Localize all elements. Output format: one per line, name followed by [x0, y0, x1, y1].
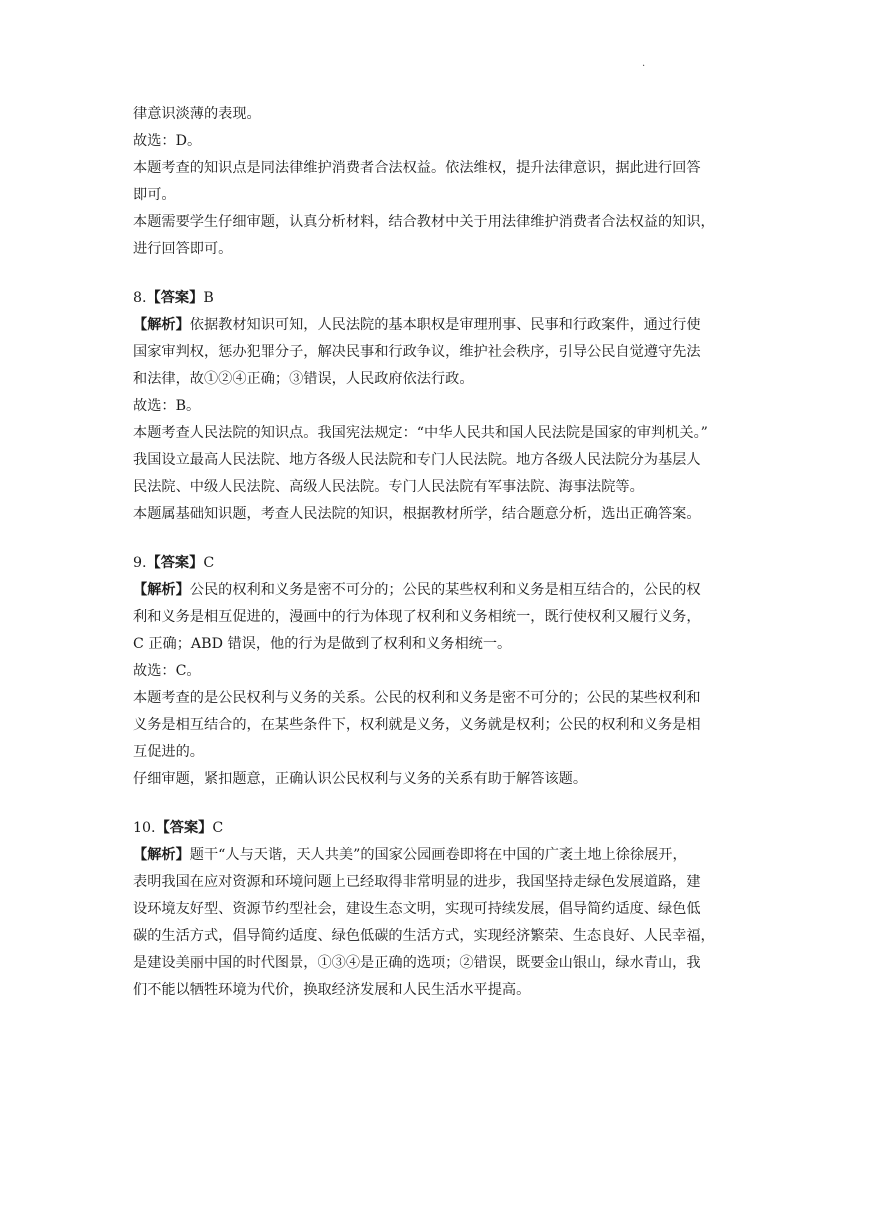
- q9-number: 9.: [133, 555, 147, 571]
- choice-line: 故选：C。: [133, 663, 201, 679]
- text-line: 进行回答即可。: [133, 241, 233, 257]
- q10-analysis: [133, 842, 743, 869]
- text-line: C 正确；ABD 错误，他的行为是做到了权利和义务相统一。: [133, 636, 512, 652]
- text-line: 律意识淡薄的表现。: [133, 106, 261, 122]
- q10-answer-tag: 【答案】: [155, 820, 213, 836]
- text-line: 义务是相互结合的，在某些条件下，权利就是义务，义务就是权利；公民的权利和义务是相: [133, 717, 701, 733]
- text-line: 表明我国在应对资源和环境问题上已经取得非常明显的进步，我国坚持走绿色发展道路，建: [133, 874, 701, 890]
- text-line: 和法律，故①②④正确；③错误，人民政府依法行政。: [133, 371, 474, 387]
- q8-number: 8.: [133, 290, 147, 306]
- text-line: 即可。: [133, 187, 176, 203]
- q9-analysis-tag: 【解析】: [133, 582, 190, 598]
- text-line: 我国设立最高人民法院、地方各级人民法院和专门人民法院。地方各级人民法院分为基层人: [133, 452, 701, 468]
- text-line: [133, 1004, 743, 1031]
- text-line: 民法院、中级人民法院、高级人民法院。专门人民法院有军事法院、海事法院等。: [133, 479, 644, 495]
- q10-number: 10.: [133, 820, 156, 836]
- text-line: 碳的生活方式，倡导简约适度、绿色低碳的生活方式，实现经济繁荣、生态良好、人民幸福，: [133, 928, 715, 944]
- page-content: [133, 101, 743, 1031]
- text-line: 本题考查的知识点是同法律维护消费者合法权益。依法维权，提升法律意识，据此进行回答: [133, 160, 701, 176]
- q9-analysis-text: 公民的权利和义务是密不可分的；公民的某些权利和义务是相互结合的，公民的权: [189, 582, 701, 598]
- q8-analysis-tag: 【解析】: [133, 317, 190, 333]
- text-line: 本题需要学生仔细审题，认真分析材料，结合教材中关于用法律维护消费者合法权益的知识，: [133, 214, 715, 230]
- q8-analysis: [133, 312, 743, 339]
- q10-answer: [133, 815, 743, 842]
- text-line: 是建设美丽中国的时代图景，①③④是正确的选项；②错误，既要金山银山，绿水青山，我: [133, 955, 701, 971]
- q9-analysis: [133, 577, 743, 604]
- header-dot: .: [642, 58, 646, 69]
- text-line: 本题考查的是公民权利与义务的关系。公民的权利和义务是密不可分的；公民的某些权利和: [133, 690, 701, 706]
- q9-answer-value: C: [203, 555, 215, 571]
- choice-line: 故选：B。: [133, 398, 201, 414]
- q10-analysis-tag: 【解析】: [133, 847, 190, 863]
- q10-analysis-text: 题干“人与天谐，天人共美”的国家公园画卷即将在中国的广袤土地上徐徐展开，: [189, 847, 687, 863]
- q10-answer-value: C: [212, 820, 224, 836]
- q8-answer-value: B: [203, 290, 214, 306]
- q8-answer-tag: 【答案】: [146, 290, 204, 306]
- choice-line: 故选：D。: [133, 133, 202, 149]
- q9-answer-tag: 【答案】: [146, 555, 204, 571]
- text-line: 利和义务是相互促进的，漫画中的行为体现了权利和义务相统一，既行使权利又履行义务，: [133, 609, 701, 625]
- text-line: 本题考查人民法院的知识点。我国宪法规定：“中华人民共和国人民法院是国家的审判机关。”: [133, 425, 708, 441]
- text-line: 设环境友好型、资源节约型社会，建设生态文明，实现可持续发展，倡导简约适度、绿色低: [133, 901, 701, 917]
- q9-answer: [133, 550, 743, 577]
- text-line: 们不能以牺牲环境为代价，换取经济发展和人民生活水平提高。: [133, 982, 531, 998]
- text-line: 本题属基础知识题，考查人民法院的知识，根据教材所学，结合题意分析，选出正确答案。: [133, 506, 701, 522]
- text-line: 仔细审题，紧扣题意，正确认识公民权利与义务的关系有助于解答该题。: [133, 771, 588, 787]
- text-line: 国家审判权，惩办犯罪分子，解决民事和行政争议，维护社会秩序，引导公民自觉遵守先法: [133, 344, 701, 360]
- q8-analysis-text: 依据教材知识可知，人民法院的基本职权是审理刑事、民事和行政案件，通过行使: [189, 317, 701, 333]
- text-line: 互促进的。: [133, 744, 204, 760]
- q8-answer: [133, 285, 743, 312]
